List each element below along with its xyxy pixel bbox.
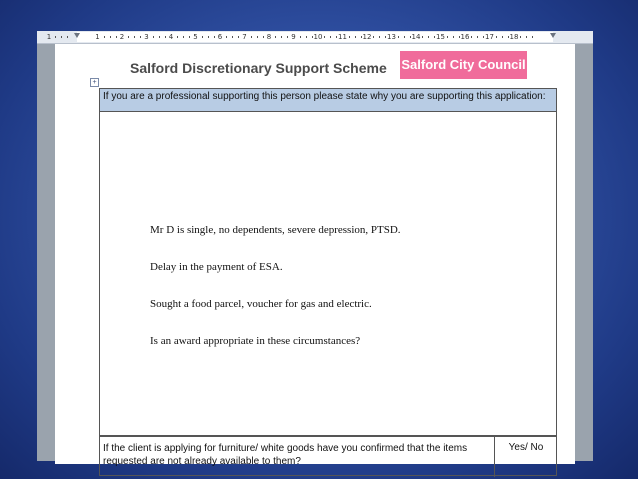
furniture-question: If the client is applying for furniture/ white goods have you confirmed that the items requested are not already available to them?: [103, 443, 468, 467]
ruler-number: 6: [217, 33, 223, 41]
answer-line: Mr D is single, no dependents, severe depression, PTSD.: [150, 224, 401, 236]
ruler-tick: [398, 36, 399, 38]
ruler-tick: [257, 36, 258, 38]
ruler-tick: [477, 36, 478, 38]
ruler-tick: [379, 36, 380, 38]
ruler-tick: [471, 36, 472, 38]
furniture-question-row: [99, 436, 557, 476]
council-logo: Salford City Council: [400, 51, 527, 79]
ruler-number: 17: [485, 33, 494, 41]
ruler-tick: [189, 36, 190, 38]
ruler-tick: [61, 36, 62, 38]
ruler-tick: [226, 36, 227, 38]
ruler-tick: [208, 36, 209, 38]
ruler-number: 3: [144, 33, 149, 41]
ruler-numbers: [37, 32, 593, 42]
ruler-tick: [110, 36, 111, 38]
ruler-tick: [287, 36, 288, 38]
ruler-tick: [238, 36, 239, 38]
ruler-tick: [300, 36, 301, 38]
ruler-tick: [232, 36, 233, 38]
ruler-number: 11: [338, 33, 347, 41]
ruler-tick: [532, 36, 533, 38]
horizontal-ruler[interactable]: [37, 31, 593, 44]
ruler-number: 13: [387, 33, 396, 41]
ruler-tick: [453, 36, 454, 38]
document-screenshot: [37, 31, 593, 467]
ruler-number: 1: [46, 33, 52, 41]
ruler-number: 16: [460, 33, 470, 41]
form-title: Salford Discretionary Support Scheme: [130, 60, 387, 76]
ruler-tick: [404, 36, 405, 38]
ruler-tick: [349, 36, 350, 38]
ruler-number: 14: [411, 33, 421, 41]
ruler-tick: [306, 36, 307, 38]
ruler-tick: [281, 36, 282, 38]
ruler-tick: [202, 36, 203, 38]
professional-question-header: If you are a professional supporting this person please state why you are supporting this application:: [99, 88, 557, 112]
ruler-number: 7: [242, 33, 247, 41]
ruler-number: 4: [168, 33, 174, 41]
document-page: [55, 44, 575, 467]
ruler-number: 10: [313, 33, 323, 41]
ruler-tick: [263, 36, 264, 38]
ruler-tick: [165, 36, 166, 38]
ruler-tick: [159, 36, 160, 38]
ruler-tick: [116, 36, 117, 38]
ruler-tick: [520, 36, 521, 38]
ruler-tick: [502, 36, 503, 38]
ruler-tick: [324, 36, 325, 38]
answer-line: Sought a food parcel, voucher for gas and electric.: [150, 298, 372, 310]
ruler-tick: [67, 36, 68, 38]
ruler-tick: [422, 36, 423, 38]
left-indent-marker[interactable]: [74, 33, 80, 38]
answer-line: Is an award appropriate in these circumstances?: [150, 335, 361, 347]
ruler-tick: [104, 36, 105, 38]
ruler-tick: [177, 36, 178, 38]
ruler-number: 1: [95, 33, 100, 41]
answer-line: Delay in the payment of ESA.: [150, 261, 283, 273]
ruler-number: 8: [266, 33, 272, 41]
ruler-tick: [153, 36, 154, 38]
ruler-tick: [251, 36, 252, 38]
ruler-tick: [355, 36, 356, 38]
ruler-number: 15: [436, 33, 445, 41]
ruler-tick: [134, 36, 135, 38]
table-move-handle-icon[interactable]: +: [90, 78, 99, 87]
ruler-number: 18: [509, 33, 519, 41]
ruler-tick: [428, 36, 429, 38]
ruler-number: 9: [291, 33, 296, 41]
ruler-tick: [447, 36, 448, 38]
ruler-tick: [526, 36, 527, 38]
ruler-tick: [128, 36, 129, 38]
ruler-number: 5: [193, 33, 198, 41]
ruler-number: 2: [119, 33, 125, 41]
ruler-tick: [330, 36, 331, 38]
ruler-tick: [55, 36, 56, 38]
ruler-tick: [373, 36, 374, 38]
ruler-tick: [214, 36, 215, 38]
right-indent-marker[interactable]: [550, 33, 556, 38]
ruler-tick: [140, 36, 141, 38]
professional-answer-box[interactable]: [99, 112, 557, 436]
yes-no-cell[interactable]: Yes/ No: [508, 442, 544, 453]
ruler-tick: [275, 36, 276, 38]
ruler-number: 12: [362, 33, 372, 41]
ruler-tick: [496, 36, 497, 38]
ruler-tick: [183, 36, 184, 38]
